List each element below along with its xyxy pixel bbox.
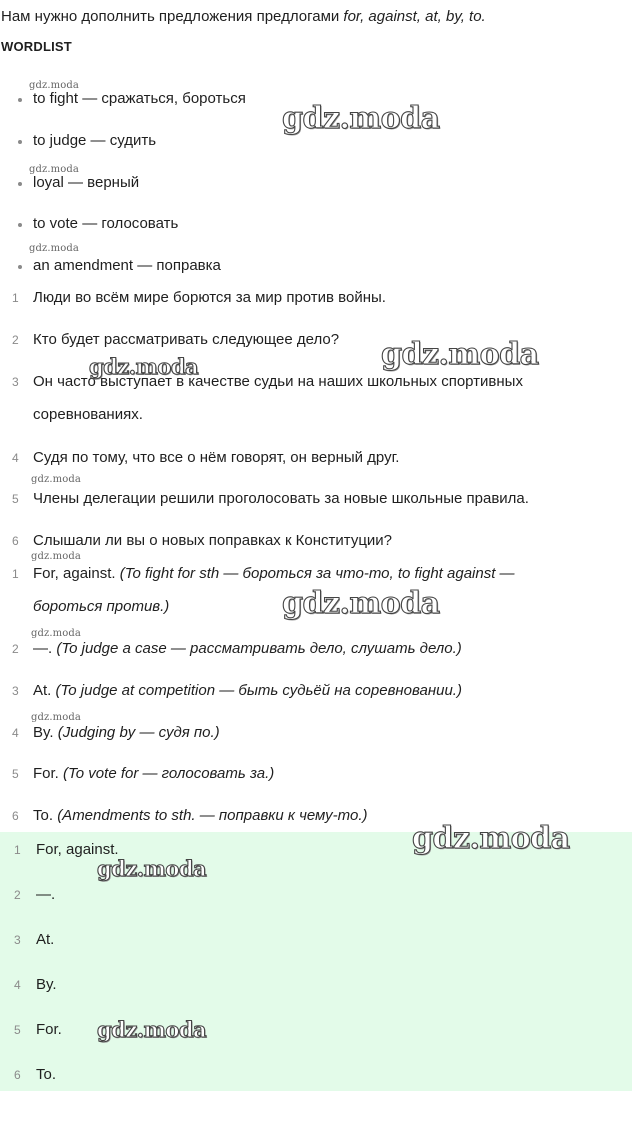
bullet-icon <box>18 223 22 227</box>
explanation-answer: At. <box>33 682 52 699</box>
watermark-large: gdz.moda <box>412 821 570 856</box>
watermark-large: gdz.moda <box>282 586 440 621</box>
explanation-answer: By. <box>33 724 54 741</box>
watermark-small: gdz.moda <box>29 164 79 175</box>
explanation-note: (To judge at competition — быть судьёй на соревновании.) <box>55 682 462 699</box>
watermark-small: gdz.moda <box>29 243 79 254</box>
watermark-medium: gdz.moda <box>89 354 199 379</box>
watermark-medium: gdz.moda <box>97 1017 207 1042</box>
explanation-note: (To fight for sth — бороться за что-то, to fight against — <box>119 565 515 582</box>
bullet-icon <box>18 98 22 102</box>
watermark-small: gdz.moda <box>31 551 81 562</box>
bullet-icon <box>18 182 22 186</box>
intro-text: Нам нужно дополнить предложения предлогами <box>1 8 344 25</box>
explanation-answer: For, against. <box>33 565 116 582</box>
explanation-answer: For. <box>33 765 59 782</box>
explanation-note: (To vote for — голосовать за.) <box>63 765 275 782</box>
watermark-small: gdz.moda <box>31 628 81 639</box>
task-intro <box>1 7 486 27</box>
wordlist-title: WORDLIST <box>1 39 72 54</box>
watermark-small: gdz.moda <box>31 474 81 485</box>
explanation-answer: To. <box>33 807 54 824</box>
explanation-note: (Amendments to sth. — поправки к чему-то.) <box>57 807 368 824</box>
intro-prepositions: for, against, at, by, to. <box>343 8 486 25</box>
watermark-medium: gdz.moda <box>97 856 207 881</box>
watermark-large: gdz.moda <box>381 337 539 372</box>
watermark-small: gdz.moda <box>31 712 81 723</box>
explanation-answer: —. <box>33 640 53 657</box>
answers-panel: 1 For, against. 2 —. 3 At. 4 By. 5 For. 6 To. <box>0 832 632 1091</box>
explanation-note: (To judge a case — рассматривать дело, слушать дело.) <box>56 640 462 657</box>
bullet-icon <box>18 265 22 269</box>
explanation-note: (Judging by — судя по.) <box>57 724 220 741</box>
watermark-small: gdz.moda <box>29 80 79 91</box>
bullet-icon <box>18 140 22 144</box>
watermark-large: gdz.moda <box>282 101 440 136</box>
